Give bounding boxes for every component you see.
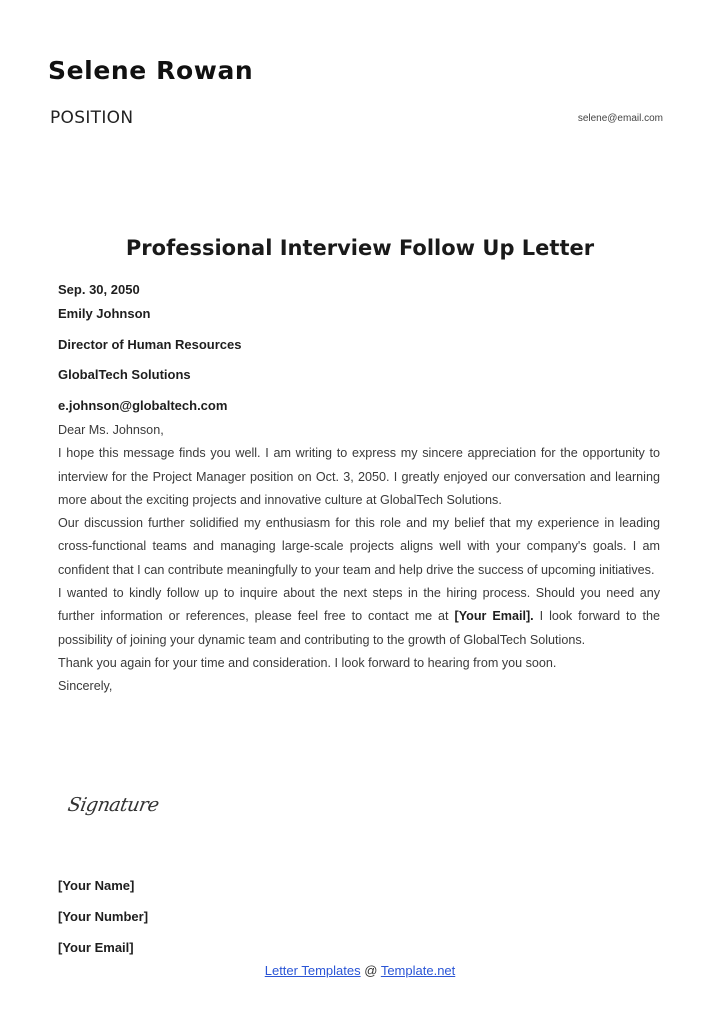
paragraph-3	[58, 582, 660, 652]
footer-separator: @	[364, 963, 378, 978]
closing-number: [Your Number]	[58, 909, 149, 924]
letter-date: Sep. 30, 2050	[58, 282, 140, 297]
template-net-link[interactable]: Template.net	[380, 963, 456, 978]
salutation: Dear Ms. Johnson,	[58, 423, 164, 437]
letter-title: Professional Interview Follow Up Letter	[125, 236, 595, 260]
contact-email-placeholder: [Your Email].	[454, 609, 534, 624]
closing-name: [Your Name]	[58, 878, 135, 893]
recipient-email: e.johnson@globaltech.com	[58, 398, 228, 413]
paragraph-2: Our discussion further solidified my enthusiasm for this role and my belief that my experience in leading cross-functional teams and managing large-scale projects aligns well with your company's goals. I am confident that I can contribute meaningfully to your team and help drive the success of upcoming initiatives.	[58, 516, 660, 577]
sender-email: selene@email.com	[577, 113, 663, 124]
valediction: Sincerely,	[58, 679, 113, 694]
sender-name: Selene Rowan	[48, 56, 254, 85]
paragraph-3-text-b: I look forward to the possibility of joining your dynamic team and contributing to the growth of GlobalTech Solutions.	[58, 609, 661, 647]
recipient-company: GlobalTech Solutions	[58, 367, 191, 382]
paragraph-4: Thank you again for your time and consideration. I look forward to hearing from you soon.	[58, 655, 557, 670]
closing-email: [Your Email]	[58, 940, 134, 955]
footer	[0, 963, 720, 978]
recipient-name: Emily Johnson	[58, 306, 151, 321]
recipient-title: Director of Human Resources	[58, 337, 242, 352]
sender-position: POSITION	[50, 108, 134, 128]
letter-templates-link[interactable]: Letter Templates	[264, 963, 361, 978]
paragraph-1: I hope this message finds you well. I am writing to express my sincere appreciation for the opportunity to interview for the Project Manager position on Oct. 3, 2050. I greatly enjoyed our conversation and learning more about the exciting projects and innovative culture at GlobalTech Solutions.	[58, 446, 660, 507]
letter-body	[58, 419, 660, 699]
paragraph-3-text-a: I wanted to kindly follow up to inquire about the next steps in the hiring process. Should you need any further information or references, please feel free to contact me at	[58, 586, 660, 624]
signature: Signature	[66, 794, 161, 816]
